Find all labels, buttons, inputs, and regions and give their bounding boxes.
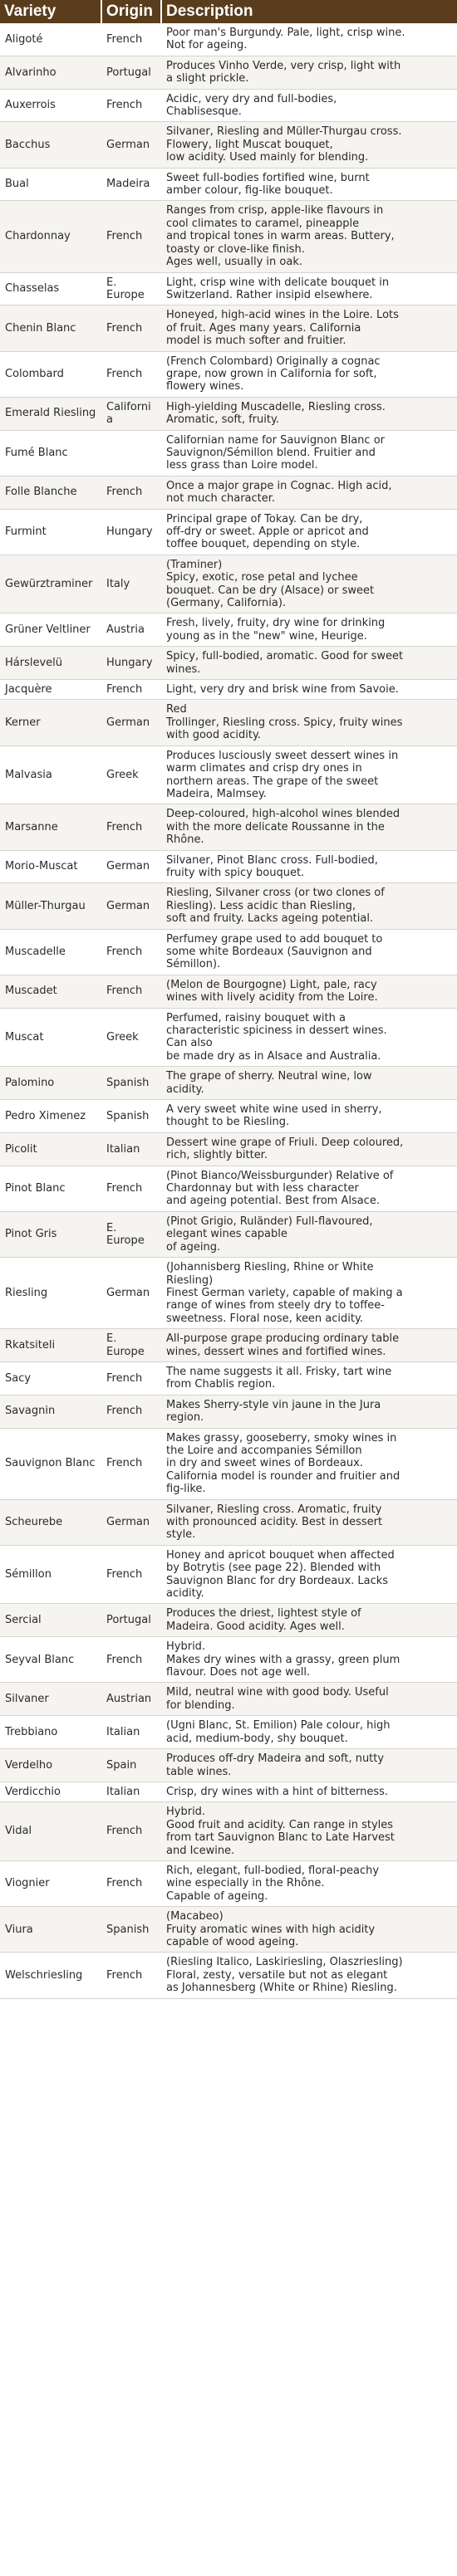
table-row: [0, 1683, 457, 1716]
table-row: [0, 850, 457, 883]
table-row: [0, 680, 457, 700]
description-cell: Perfumed, raisiny bouquet with a characteristic spiciness in dessert wines. Can also be made dry as in Alsace and Australia.: [161, 1008, 457, 1067]
origin-cell: Spanish: [101, 1907, 161, 1953]
table-row: [0, 168, 457, 201]
table-row: [0, 1258, 457, 1329]
description-cell: All-purpose grape producing ordinary table wines, dessert wines and fortified wines.: [161, 1329, 457, 1362]
origin-cell: California: [101, 397, 161, 430]
table-row: [0, 1067, 457, 1100]
variety-cell: Emerald Riesling: [0, 397, 101, 430]
origin-cell: E. Europe: [101, 1329, 161, 1362]
description-cell: The name suggests it all. Frisky, tart wine from Chablis region.: [161, 1361, 457, 1395]
table-header: [0, 0, 457, 23]
origin-cell: French: [101, 306, 161, 351]
variety-cell: Palomino: [0, 1067, 101, 1100]
variety-cell: Hárslevelü: [0, 647, 101, 680]
description-cell: Once a major grape in Cognac. High acid, not much character.: [161, 476, 457, 509]
table-row: [0, 509, 457, 555]
origin-cell: German: [101, 1258, 161, 1329]
table-row: [0, 1211, 457, 1257]
origin-cell: Italian: [101, 1782, 161, 1801]
origin-cell: French: [101, 929, 161, 975]
table-row: [0, 306, 457, 351]
description-cell: Red Trollinger, Riesling cross. Spicy, fruity wines with good acidity.: [161, 700, 457, 745]
origin-cell: French: [101, 1361, 161, 1395]
table-row: [0, 1166, 457, 1211]
description-cell: Fresh, lively, fruity, dry wine for drinking young as in the "new" wine, Heurige.: [161, 613, 457, 647]
variety-cell: Kerner: [0, 700, 101, 745]
origin-cell: German: [101, 1499, 161, 1545]
origin-cell: Portugal: [101, 1604, 161, 1637]
description-cell: Mild, neutral wine with good body. Useful for blending.: [161, 1683, 457, 1716]
origin-cell: Madeira: [101, 168, 161, 201]
variety-cell: Bacchus: [0, 122, 101, 168]
description-cell: (Macabeo) Fruity aromatic wines with high acidity capable of wood ageing.: [161, 1907, 457, 1953]
origin-cell: French: [101, 351, 161, 397]
description-cell: Light, crisp wine with delicate bouquet in Switzerland. Rather insipid elsewhere.: [161, 272, 457, 306]
variety-cell: Muscadet: [0, 975, 101, 1008]
description-cell: Produces lusciously sweet dessert wines in warm climates and crisp dry ones in northern areas. The grape of the sweet Madeira, Malmsey.: [161, 745, 457, 804]
variety-cell: Müller-Thurgau: [0, 883, 101, 929]
variety-cell: Chasselas: [0, 272, 101, 306]
table-row: [0, 1907, 457, 1953]
description-cell: (Riesling Italico, Laskiriesling, Olaszriesling) Floral, zesty, versatile but not as elegant as Johannesberg (White or Rhine) Riesling.: [161, 1953, 457, 1998]
description-cell: Light, very dry and brisk wine from Savoie.: [161, 680, 457, 700]
description-cell: Riesling, Silvaner cross (or two clones of Riesling). Less acidic than Riesling, soft and fruity. Lacks ageing potential.: [161, 883, 457, 929]
description-cell: The grape of sherry. Neutral wine, low acidity.: [161, 1067, 457, 1100]
origin-cell: Austria: [101, 613, 161, 647]
table-row: [0, 745, 457, 804]
origin-cell: Italian: [101, 1716, 161, 1749]
table-row: [0, 23, 457, 56]
table-row: [0, 1604, 457, 1637]
description-cell: Spicy, full-bodied, aromatic. Good for sweet wines.: [161, 647, 457, 680]
origin-cell: French: [101, 1545, 161, 1604]
origin-cell: Italian: [101, 1132, 161, 1166]
variety-cell: Viognier: [0, 1860, 101, 1906]
column-header-variety: Variety: [0, 0, 101, 23]
description-cell: Poor man's Burgundy. Pale, light, crisp wine. Not for ageing.: [161, 23, 457, 56]
description-cell: Produces off-dry Madeira and soft, nutty table wines.: [161, 1749, 457, 1782]
origin-cell: Austrian: [101, 1683, 161, 1716]
description-cell: (Melon de Bourgogne) Light, pale, racy wines with lively acidity from the Loire.: [161, 975, 457, 1008]
variety-cell: Bual: [0, 168, 101, 201]
table-row: [0, 1953, 457, 1998]
table-row: [0, 700, 457, 745]
table-row: [0, 476, 457, 509]
variety-cell: Auxerrois: [0, 89, 101, 122]
table-row: [0, 1749, 457, 1782]
description-cell: Honey and apricot bouquet when affected by Botrytis (see page 22). Blended with Sauvignon Blanc for dry Bordeaux. Lacks acidity.: [161, 1545, 457, 1604]
table-row: [0, 201, 457, 272]
origin-cell: E. Europe: [101, 1211, 161, 1257]
origin-cell: French: [101, 201, 161, 272]
table-row: [0, 883, 457, 929]
variety-cell: Riesling: [0, 1258, 101, 1329]
variety-cell: Morio-Muscat: [0, 850, 101, 883]
table-row: [0, 1860, 457, 1906]
origin-cell: French: [101, 1802, 161, 1861]
table-row: [0, 804, 457, 850]
table-row: [0, 1395, 457, 1428]
table-row: [0, 351, 457, 397]
table-body: [0, 23, 457, 1998]
origin-cell: Hungary: [101, 647, 161, 680]
variety-cell: Colombard: [0, 351, 101, 397]
description-cell: Perfumey grape used to add bouquet to some white Bordeaux (Sauvignon and Sémillon).: [161, 929, 457, 975]
description-cell: High-yielding Muscadelle, Riesling cross. Aromatic, soft, fruity.: [161, 397, 457, 430]
description-cell: (Traminer) Spicy, exotic, rose petal and lychee bouquet. Can be dry (Alsace) or sweet (Germany, California).: [161, 555, 457, 613]
variety-cell: Furmint: [0, 509, 101, 555]
description-cell: (Pinot Bianco/Weissburgunder) Relative of Chardonnay but with less character and ageing potential. Best from Alsace.: [161, 1166, 457, 1211]
origin-cell: French: [101, 23, 161, 56]
origin-cell: Greek: [101, 1008, 161, 1067]
column-header-origin: Origin: [101, 0, 161, 23]
variety-cell: Trebbiano: [0, 1716, 101, 1749]
variety-cell: Chardonnay: [0, 201, 101, 272]
table-row: [0, 929, 457, 975]
variety-cell: Fumé Blanc: [0, 430, 101, 476]
origin-cell: French: [101, 89, 161, 122]
table-row: [0, 613, 457, 647]
origin-cell: Portugal: [101, 56, 161, 89]
origin-cell: French: [101, 1860, 161, 1906]
variety-cell: Seyval Blanc: [0, 1637, 101, 1683]
description-cell: Ranges from crisp, apple-like flavours in cool climates to caramel, pineapple and tropical tones in warm areas. Buttery, toasty or clove-like finish. Ages well, usually in oak.: [161, 201, 457, 272]
variety-cell: Rkatsiteli: [0, 1329, 101, 1362]
variety-cell: Aligoté: [0, 23, 101, 56]
variety-cell: Muscat: [0, 1008, 101, 1067]
variety-cell: Viura: [0, 1907, 101, 1953]
description-cell: Produces the driest, lightest style of Madeira. Good acidity. Ages well.: [161, 1604, 457, 1637]
origin-cell: French: [101, 975, 161, 1008]
table-row: [0, 56, 457, 89]
table-row: [0, 1499, 457, 1545]
table-row: [0, 647, 457, 680]
variety-cell: Marsanne: [0, 804, 101, 850]
variety-cell: Pinot Gris: [0, 1211, 101, 1257]
variety-cell: Savagnin: [0, 1395, 101, 1428]
origin-cell: German: [101, 850, 161, 883]
variety-cell: Sémillon: [0, 1545, 101, 1604]
origin-cell: Spanish: [101, 1067, 161, 1100]
table-row: [0, 1637, 457, 1683]
origin-cell: E. Europe: [101, 272, 161, 306]
variety-cell: Folle Blanche: [0, 476, 101, 509]
origin-cell: Hungary: [101, 509, 161, 555]
variety-cell: Pedro Ximenez: [0, 1100, 101, 1133]
origin-cell: [101, 430, 161, 476]
origin-cell: Greek: [101, 745, 161, 804]
variety-cell: Verdicchio: [0, 1782, 101, 1801]
table-row: [0, 1802, 457, 1861]
origin-cell: French: [101, 1428, 161, 1499]
table-row: [0, 1100, 457, 1133]
description-cell: Deep-coloured, high-alcohol wines blended with the more delicate Roussanne in the Rhône.: [161, 804, 457, 850]
table-row: [0, 1008, 457, 1067]
origin-cell: French: [101, 1395, 161, 1428]
description-cell: Makes Sherry-style vin jaune in the Jura region.: [161, 1395, 457, 1428]
origin-cell: Spanish: [101, 1100, 161, 1133]
description-cell: Silvaner, Riesling cross. Aromatic, fruity with pronounced acidity. Best in dessert style.: [161, 1499, 457, 1545]
origin-cell: German: [101, 122, 161, 168]
table-row: [0, 122, 457, 168]
variety-cell: Sercial: [0, 1604, 101, 1637]
origin-cell: Spain: [101, 1749, 161, 1782]
variety-cell: Pinot Blanc: [0, 1166, 101, 1211]
variety-cell: Picolit: [0, 1132, 101, 1166]
description-cell: Principal grape of Tokay. Can be dry, off-dry or sweet. Apple or apricot and toffee bouquet, depending on style.: [161, 509, 457, 555]
variety-cell: Vidal: [0, 1802, 101, 1861]
origin-cell: French: [101, 1953, 161, 1998]
description-cell: Honeyed, high-acid wines in the Loire. Lots of fruit. Ages many years. California model is much softer and fruitier.: [161, 306, 457, 351]
description-cell: Hybrid. Makes dry wines with a grassy, green plum flavour. Does not age well.: [161, 1637, 457, 1683]
table-row: [0, 1782, 457, 1801]
variety-cell: Scheurebe: [0, 1499, 101, 1545]
table-row: [0, 1132, 457, 1166]
variety-cell: Muscadelle: [0, 929, 101, 975]
table-row: [0, 430, 457, 476]
variety-cell: Chenin Blanc: [0, 306, 101, 351]
column-header-description: Description: [161, 0, 457, 23]
variety-cell: Malvasia: [0, 745, 101, 804]
origin-cell: French: [101, 476, 161, 509]
table-row: [0, 272, 457, 306]
table-row: [0, 1361, 457, 1395]
origin-cell: Italy: [101, 555, 161, 613]
origin-cell: French: [101, 1637, 161, 1683]
table-row: [0, 89, 457, 122]
variety-cell: Jacquère: [0, 680, 101, 700]
description-cell: Silvaner, Riesling and Müller-Thurgau cross. Flowery, light Muscat bouquet, low acidity. Used mainly for blending.: [161, 122, 457, 168]
header-row: [0, 0, 457, 23]
origin-cell: French: [101, 804, 161, 850]
description-cell: A very sweet white wine used in sherry, thought to be Riesling.: [161, 1100, 457, 1133]
table-row: [0, 1716, 457, 1749]
description-cell: Californian name for Sauvignon Blanc or Sauvignon/Sémillon blend. Fruitier and less grass than Loire model.: [161, 430, 457, 476]
description-cell: Silvaner, Pinot Blanc cross. Full-bodied, fruity with spicy bouquet.: [161, 850, 457, 883]
description-cell: (Johannisberg Riesling, Rhine or White Riesling) Finest German variety, capable of making a range of wines from steely dry to toffee- sweetness. Floral nose, keen acidity.: [161, 1258, 457, 1329]
table-row: [0, 1545, 457, 1604]
origin-cell: French: [101, 680, 161, 700]
description-cell: (Ugni Blanc, St. Emilion) Pale colour, high acid, medium-body, shy bouquet.: [161, 1716, 457, 1749]
description-cell: Rich, elegant, full-bodied, floral-peachy wine especially in the Rhône. Capable of ageing.: [161, 1860, 457, 1906]
variety-cell: Silvaner: [0, 1683, 101, 1716]
description-cell: Dessert wine grape of Friuli. Deep coloured, rich, slightly bitter.: [161, 1132, 457, 1166]
variety-cell: Sacy: [0, 1361, 101, 1395]
variety-cell: Verdelho: [0, 1749, 101, 1782]
origin-cell: German: [101, 700, 161, 745]
table-row: [0, 1329, 457, 1362]
table-row: [0, 975, 457, 1008]
origin-cell: French: [101, 1166, 161, 1211]
description-cell: Sweet full-bodies fortified wine, burnt amber colour, fig-like bouquet.: [161, 168, 457, 201]
variety-cell: Gewürztraminer: [0, 555, 101, 613]
table-row: [0, 555, 457, 613]
description-cell: Acidic, very dry and full-bodies, Chablisesque.: [161, 89, 457, 122]
description-cell: Crisp, dry wines with a hint of bitterness.: [161, 1782, 457, 1801]
description-cell: (French Colombard) Originally a cognac grape, now grown in California for soft, flowery wines.: [161, 351, 457, 397]
description-cell: Produces Vinho Verde, very crisp, light with a slight prickle.: [161, 56, 457, 89]
description-cell: Makes grassy, gooseberry, smoky wines in the Loire and accompanies Sémillon in dry and sweet wines of Bordeaux. California model is rounder and fruitier and fig-like.: [161, 1428, 457, 1499]
variety-cell: Sauvignon Blanc: [0, 1428, 101, 1499]
description-cell: (Pinot Grigio, Ruländer) Full-flavoured, elegant wines capable of ageing.: [161, 1211, 457, 1257]
variety-cell: Welschriesling: [0, 1953, 101, 1998]
variety-cell: Grüner Veltliner: [0, 613, 101, 647]
origin-cell: German: [101, 883, 161, 929]
table-row: [0, 397, 457, 430]
description-cell: Hybrid. Good fruit and acidity. Can range in styles from tart Sauvignon Blanc to Late Harvest and Icewine.: [161, 1802, 457, 1861]
table-row: [0, 1428, 457, 1499]
variety-cell: Alvarinho: [0, 56, 101, 89]
